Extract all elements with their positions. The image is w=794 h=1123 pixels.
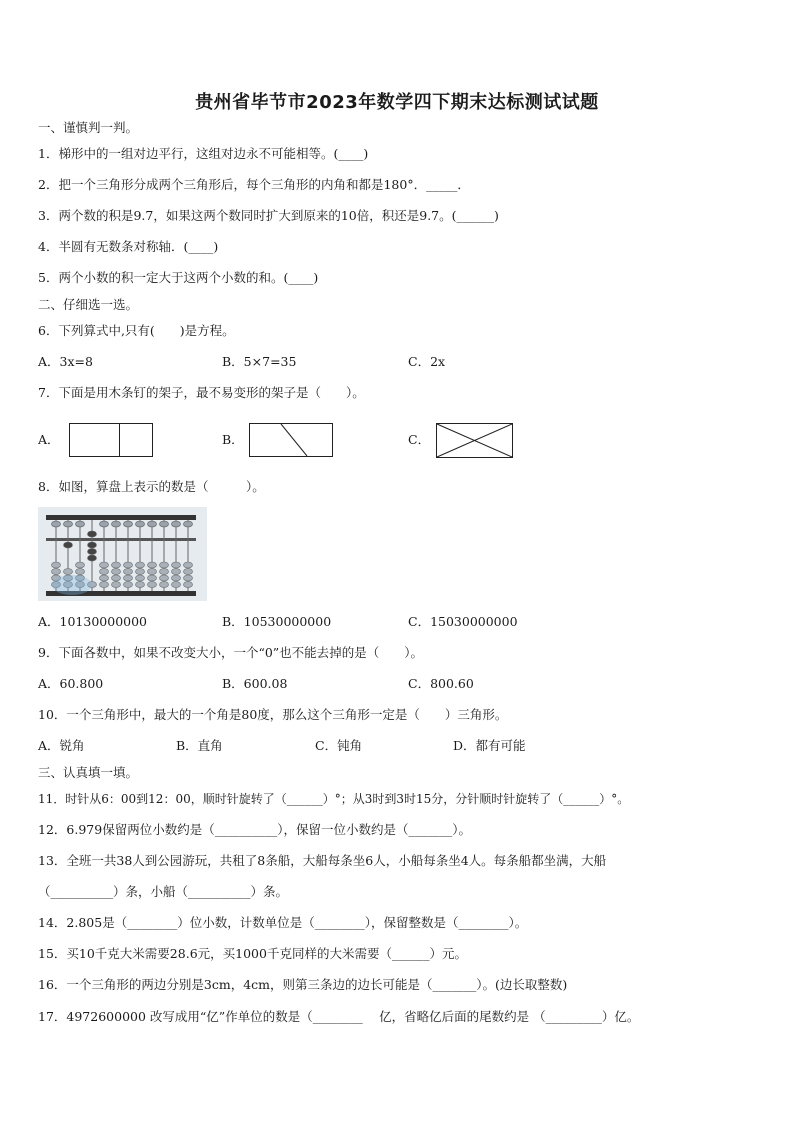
- abacus-lower-bead: [160, 562, 169, 568]
- frame-vertical-bar: [119, 424, 120, 456]
- abacus-lower-bead: [124, 575, 133, 581]
- question-9: 9．下面各数中，如果不改变大小，一个“0”也不能去掉的是（ ）。: [38, 645, 423, 660]
- section-3-heading: 三、认真填一填。: [38, 765, 139, 780]
- abacus-lower-bead: [100, 562, 109, 568]
- abacus-lower-bead: [148, 575, 157, 581]
- abacus-upper-bead: [100, 521, 109, 527]
- abacus-lower-bead: [88, 542, 97, 548]
- q7-option-a: A．: [38, 432, 60, 447]
- abacus-lower-bead: [136, 575, 145, 581]
- abacus-lower-bead: [112, 569, 121, 575]
- abacus-lower-bead: [52, 569, 61, 575]
- abacus-upper-bead: [112, 521, 121, 527]
- abacus-lower-bead: [100, 569, 109, 575]
- abacus-lower-bead: [184, 582, 193, 588]
- abacus-lower-bead: [52, 562, 61, 568]
- abacus-lower-bead: [136, 582, 145, 588]
- q6-option-a: A．3x=8: [38, 354, 93, 369]
- abacus-upper-bead: [88, 531, 97, 537]
- section-1-heading: 一、谨慎判一判。: [38, 120, 139, 135]
- abacus-lower-bead: [148, 562, 157, 568]
- abacus-lower-bead: [124, 562, 133, 568]
- abacus-lower-bead: [88, 549, 97, 555]
- abacus-upper-bead: [184, 521, 193, 527]
- abacus-upper-bead: [76, 521, 85, 527]
- abacus-lower-bead: [184, 562, 193, 568]
- q9-option-c: C．800.60: [408, 676, 474, 691]
- abacus-lower-bead: [160, 575, 169, 581]
- question-11: 11．时针从6：00到12：00，顺时针旋转了（______）°；从3时到3时15分，分针顺时针旋转了（______）°。: [38, 792, 630, 806]
- abacus-upper-bead: [64, 521, 73, 527]
- q10-option-b: B．直角: [176, 738, 223, 753]
- question-10: 10．一个三角形中，最大的一个角是80度，那么这个三角形一定是（ ）三角形。: [38, 707, 508, 722]
- question-16: 16．一个三角形的两边分别是3cm，4cm，则第三条边的边长可能是（_______）。(边长取整数): [38, 977, 568, 992]
- abacus-lower-bead: [76, 569, 85, 575]
- question-2: 2．把一个三角形分成两个三角形后，每个三角形的内角和都是180°．_____．: [38, 177, 470, 192]
- frame-cross-braced: [436, 423, 513, 458]
- q7-option-c: C．: [408, 432, 431, 447]
- q10-option-d: D．都有可能: [453, 738, 526, 753]
- abacus-upper-bead: [124, 521, 133, 527]
- abacus-lower-bead: [172, 582, 181, 588]
- abacus-upper-bead: [160, 521, 169, 527]
- abacus-image: [38, 507, 207, 601]
- abacus-lower-bead: [100, 575, 109, 581]
- abacus-lower-bead: [148, 582, 157, 588]
- abacus-lower-bead: [88, 555, 97, 561]
- q8-option-a: A．10130000000: [38, 614, 148, 629]
- question-17: 17．4972600000 改写成用“亿”作单位的数是（________ 亿，省略亿后面的尾数约是 （_________）亿。: [38, 1009, 640, 1024]
- question-1: 1．梯形中的一组对边平行，这组对边永不可能相等。(____): [38, 146, 369, 161]
- question-8: 8．如图，算盘上表示的数是（ ）。: [38, 479, 265, 494]
- abacus-lower-bead: [124, 582, 133, 588]
- q8-option-c: C．15030000000: [408, 614, 518, 629]
- abacus-lower-bead: [184, 575, 193, 581]
- question-14: 14．2.805是（________）位小数，计数单位是（________），保留整数是（________）。: [38, 915, 528, 930]
- q10-option-c: C．钝角: [315, 738, 363, 753]
- abacus-upper-bead: [52, 521, 61, 527]
- q8-option-b: B．10530000000: [222, 614, 332, 629]
- question-7: 7．下面是用木条钉的架子，最不易变形的架子是（ ）。: [38, 385, 365, 400]
- abacus-lower-bead: [112, 582, 121, 588]
- question-13-line-1: 13．全班一共38人到公园游玩，共租了8条船，大船每条坐6人，小船每条坐4人。每条船都坐满，大船: [38, 853, 607, 868]
- abacus-lower-bead: [172, 562, 181, 568]
- question-13-line-2: （__________）条，小船（__________）条。: [38, 884, 289, 899]
- question-12: 12．6.979保留两位小数约是（__________），保留一位小数约是（_______）。: [38, 822, 471, 837]
- abacus-upper-bead: [172, 521, 181, 527]
- abacus-lower-bead: [136, 562, 145, 568]
- abacus-lower-bead: [124, 569, 133, 575]
- question-5: 5．两个小数的积一定大于这两个小数的和。(____): [38, 270, 319, 285]
- abacus-lower-bead: [148, 569, 157, 575]
- abacus-lower-bead: [172, 569, 181, 575]
- frame-single-diagonal: [249, 423, 333, 457]
- q9-option-a: A．60.800: [38, 676, 104, 691]
- abacus-smudge: [52, 575, 92, 595]
- q6-option-b: B．5×7=35: [222, 354, 297, 369]
- question-4: 4．半圆有无数条对称轴．(____): [38, 239, 219, 254]
- q6-option-c: C．2x: [408, 354, 446, 369]
- abacus-lower-bead: [112, 575, 121, 581]
- abacus-upper-bead: [148, 521, 157, 527]
- abacus-lower-bead: [100, 582, 109, 588]
- q10-option-a: A．锐角: [38, 738, 85, 753]
- abacus-upper-bead: [136, 521, 145, 527]
- abacus-lower-bead: [112, 562, 121, 568]
- abacus-lower-bead: [76, 562, 85, 568]
- abacus-lower-bead: [184, 569, 193, 575]
- q7-option-b: B．: [222, 432, 244, 447]
- abacus-lower-bead: [64, 569, 73, 575]
- abacus-lower-bead: [136, 569, 145, 575]
- abacus-lower-bead: [160, 569, 169, 575]
- abacus-top-frame: [46, 515, 196, 520]
- abacus-lower-bead: [172, 575, 181, 581]
- frame-divided-rectangle: [69, 423, 153, 457]
- question-15: 15．买10千克大米需要28.6元，买1000千克同样的大米需要（______）元。: [38, 946, 467, 961]
- page-title: 贵州省毕节市2023年数学四下期末达标测试试题: [195, 92, 599, 113]
- question-3: 3．两个数的积是9.7，如果这两个数同时扩大到原来的10倍，积还是9.7。(______): [38, 208, 499, 223]
- abacus-lower-bead: [160, 582, 169, 588]
- q9-option-b: B．600.08: [222, 676, 288, 691]
- abacus-lower-bead: [64, 542, 73, 548]
- question-6: 6．下列算式中,只有( )是方程。: [38, 323, 235, 338]
- section-2-heading: 二、仔细选一选。: [38, 297, 139, 312]
